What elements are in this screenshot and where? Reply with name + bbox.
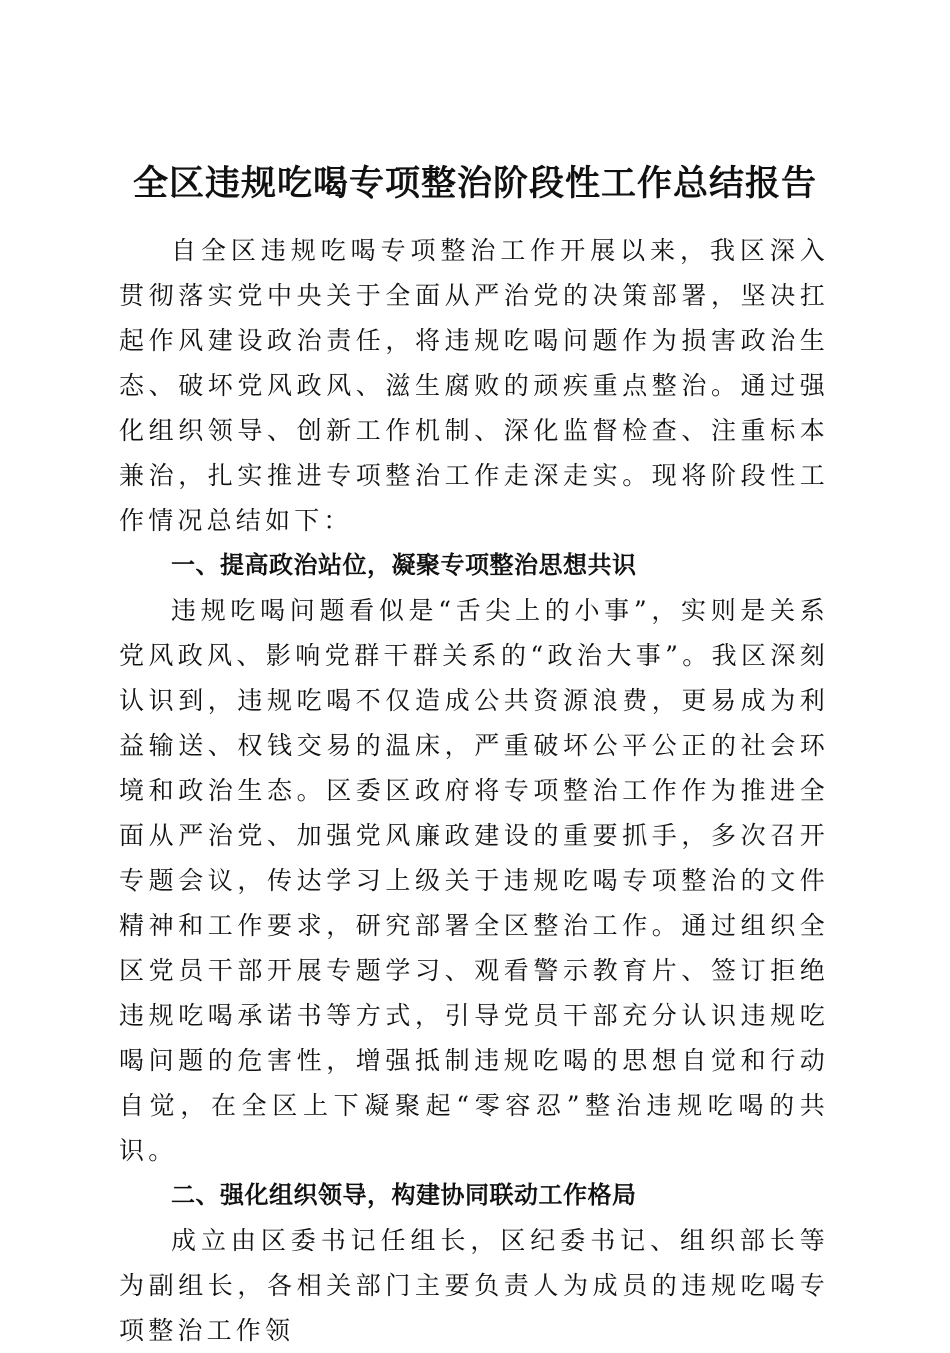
document-body	[119, 228, 829, 1353]
intro-paragraph: 自全区违规吃喝专项整治工作开展以来，我区深入贯彻落实党中央关于全面从严治党的决策部署，坚决扛起作风建设政治责任，将违规吃喝问题作为损害政治生态、破坏党风政风、滋生腐败的顽疾重点整治。通过强化组织领导、创新工作机制、深化监督检查、注重标本兼治，扎实推进专项整治工作走深走实。现将阶段性工作情况总结如下：	[119, 236, 829, 535]
section-heading-1: 一、提高政治站位，凝聚专项整治思想共识	[171, 551, 637, 579]
section-heading-2: 二、强化组织领导，构建协同联动工作格局	[171, 1181, 637, 1209]
section-paragraph-1: 违规吃喝问题看似是“舌尖上的小事”，实则是关系党风政风、影响党群干群关系的“政治大事”。我区深刻认识到，违规吃喝不仅造成公共资源浪费，更易成为利益输送、权钱交易的温床，严重破坏公平公正的社会环境和政治生态。区委区政府将专项整治工作作为推进全面从严治党、加强党风廉政建设的重要抓手，多次召开专题会议，传达学习上级关于违规吃喝专项整治的文件精神和工作要求，研究部署全区整治工作。通过组织全区党员干部开展专题学习、观看警示教育片、签订拒绝违规吃喝承诺书等方式，引导党员干部充分认识违规吃喝问题的危害性，增强抵制违规吃喝的思想自觉和行动自觉，在全区上下凝聚起“零容忍”整治违规吃喝的共识。	[119, 596, 829, 1165]
section-paragraph-2: 成立由区委书记任组长，区纪委书记、组织部长等为副组长，各相关部门主要负责人为成员的违规吃喝专项整治工作领	[119, 1226, 829, 1345]
document-title: 全区违规吃喝专项整治阶段性工作总结报告	[132, 163, 817, 205]
